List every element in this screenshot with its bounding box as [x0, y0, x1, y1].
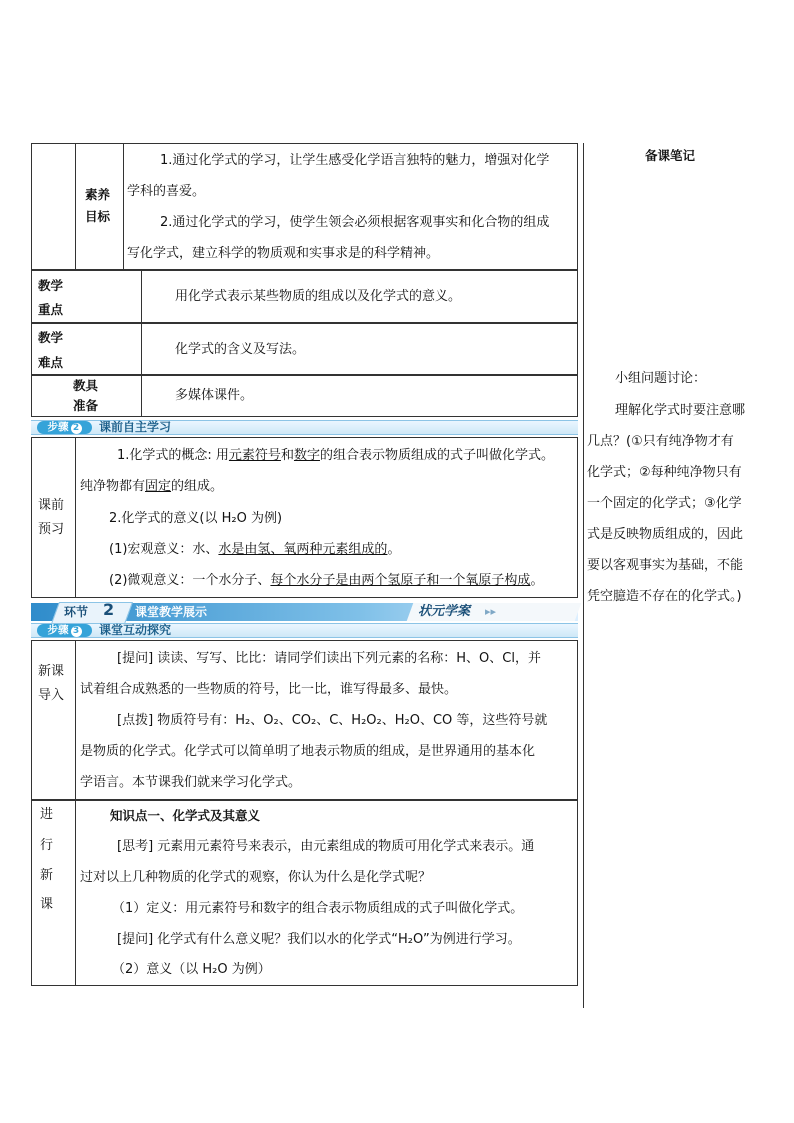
difficulties-col-line [141, 323, 142, 375]
intro-line: [提问] 读读、写写、比比：请同学们读出下列元素的名称：H、O、Cl，并 [117, 651, 541, 666]
difficulties-text: 化学式的含义及写法。 [175, 342, 306, 357]
preview-text: 的组合表示物质组成的式子叫做化学式。 [319, 448, 554, 463]
discussion-line: 理解化学式时要注意哪 [615, 403, 746, 418]
intro-col-line [75, 640, 76, 800]
preview-underline: 每个水分子是由两个氢原子和一个氧原子构成 [270, 573, 531, 588]
difficulties-label: 难点 [38, 355, 64, 370]
objectives-line: 写化学式，建立科学的物质观和实事求是的科学精神。 [127, 246, 440, 261]
tools-label: 准备 [73, 398, 99, 413]
objectives-line: 1.通过化学式的学习，让学生感受化学语言独特的魅力，增强对化学 [160, 153, 550, 168]
new-lesson-line: （1）定义：用元素符号和数字的组合表示物质组成的式子叫做化学式。 [112, 901, 524, 916]
preview-text: 1.化学式的概念: 用 [117, 448, 229, 463]
new-lesson-label: 新 [40, 868, 54, 883]
objectives-line: 2.通过化学式的学习，使学生领会必须根据客观事实和化合物的组成 [160, 215, 550, 230]
preview-text: (2)微观意义：一个水分子、 [109, 573, 271, 588]
key-points-text: 用化学式表示某些物质的组成以及化学式的意义。 [175, 289, 462, 304]
new-lesson-heading: 知识点一、化学式及其意义 [110, 808, 261, 823]
step2-pill [37, 421, 92, 434]
preview-line-2 [80, 479, 223, 495]
preview-underline: 固定 [145, 479, 172, 494]
step2-title: 课前自主学习 [99, 420, 172, 434]
discussion-line: 要以客观事实为基础，不能 [587, 558, 744, 573]
notes-divider [583, 143, 584, 1008]
new-lesson-line: [提问] 化学式有什么意义呢？我们以水的化学式“H₂O”为例进行学习。 [117, 932, 521, 947]
intro-line: 是物质的化学式。化学式可以简单明了地表示物质的组成，是世界通用的基本化 [80, 744, 536, 759]
tools-col-line [141, 375, 142, 417]
preview-label: 课前 [38, 498, 65, 513]
section2-number: 2 [103, 600, 115, 619]
key-points-label: 重点 [38, 302, 64, 317]
intro-label: 新课 [38, 664, 65, 679]
preview-text: 和 [280, 448, 294, 463]
key-points-col-line [141, 270, 142, 323]
objectives-col-line [75, 143, 76, 270]
preview-line-1 [117, 448, 554, 464]
tools-text: 多媒体课件。 [175, 388, 254, 403]
step3-title: 课堂互动探究 [99, 623, 172, 637]
discussion-line: 凭空臆造不存在的化学式。) [587, 589, 742, 604]
preview-underline: 数字 [293, 448, 320, 463]
objectives-line: 学科的喜爱。 [127, 184, 206, 199]
section2-brand: 状元学案 [418, 604, 471, 619]
preview-line-3: 2.化学式的意义(以 H₂O 为例) [109, 511, 283, 526]
discussion-line: 一个固定的化学式；③化学 [587, 496, 742, 511]
new-lesson-line: [思考] 元素用元素符号来表示，由元素组成的物质可用化学式来表示。通 [117, 839, 535, 854]
preview-label: 预习 [38, 522, 65, 537]
section2-huanjie: 环节 [64, 605, 89, 619]
new-lesson-table [31, 800, 578, 986]
discussion-title: 小组问题讨论： [615, 371, 707, 386]
preview-line-5 [109, 573, 543, 589]
new-lesson-label: 进 [40, 807, 54, 822]
objectives-col-line [123, 143, 124, 270]
intro-line: [点拨] 物质符号有：H₂、O₂、CO₂、C、H₂O₂、H₂O、CO 等，这些符号就 [117, 713, 548, 728]
discussion-line: 式是反映物质组成的，因此 [587, 527, 744, 542]
step2-number: 2 [71, 423, 82, 434]
tools-table [31, 375, 578, 417]
preview-text: 纯净物都有 [80, 479, 146, 494]
new-lesson-line: 过对以上几种物质的化学式的观察，你认为什么是化学式呢？ [80, 870, 432, 885]
section2-arrow-icon: ▸▸ [485, 605, 497, 618]
new-lesson-col-line [75, 800, 76, 986]
intro-label: 导入 [38, 688, 65, 703]
new-lesson-label: 行 [40, 838, 54, 853]
preview-col-line [75, 437, 76, 598]
preview-underline: 元素符号 [228, 448, 281, 463]
intro-line: 试着组合成熟悉的一些物质的符号，比一比，谁写得最多、最快。 [80, 682, 458, 697]
discussion-line: 化学式；②每种纯净物只有 [587, 465, 742, 480]
preview-text: 。 [530, 573, 544, 588]
step3-pill-label: 步骤 [47, 624, 69, 636]
new-lesson-label: 课 [40, 897, 54, 912]
preview-text: 。 [387, 542, 401, 557]
key-points-label: 教学 [38, 278, 64, 293]
preview-line-4 [109, 542, 400, 558]
step2-pill-label: 步骤 [47, 421, 69, 433]
step3-number: 3 [71, 626, 82, 637]
objectives-label: 目标 [85, 209, 111, 224]
preview-text: 的组成。 [171, 479, 224, 494]
preview-text: (1)宏观意义：水、 [109, 542, 219, 557]
notes-title: 备课笔记 [645, 148, 696, 163]
intro-line: 学语言。本节课我们就来学习化学式。 [80, 775, 302, 790]
new-lesson-line: （2）意义（以 H₂O 为例） [112, 962, 271, 977]
preview-underline: 水是由氢、氧两种元素组成的 [218, 542, 388, 557]
step3-pill [37, 624, 92, 637]
objectives-label: 素养 [85, 187, 111, 202]
tools-label: 教具 [73, 378, 99, 393]
section2-title: 课堂教学展示 [135, 605, 208, 619]
difficulties-label: 教学 [38, 330, 64, 345]
discussion-line: 几点？(①只有纯净物才有 [587, 434, 734, 449]
